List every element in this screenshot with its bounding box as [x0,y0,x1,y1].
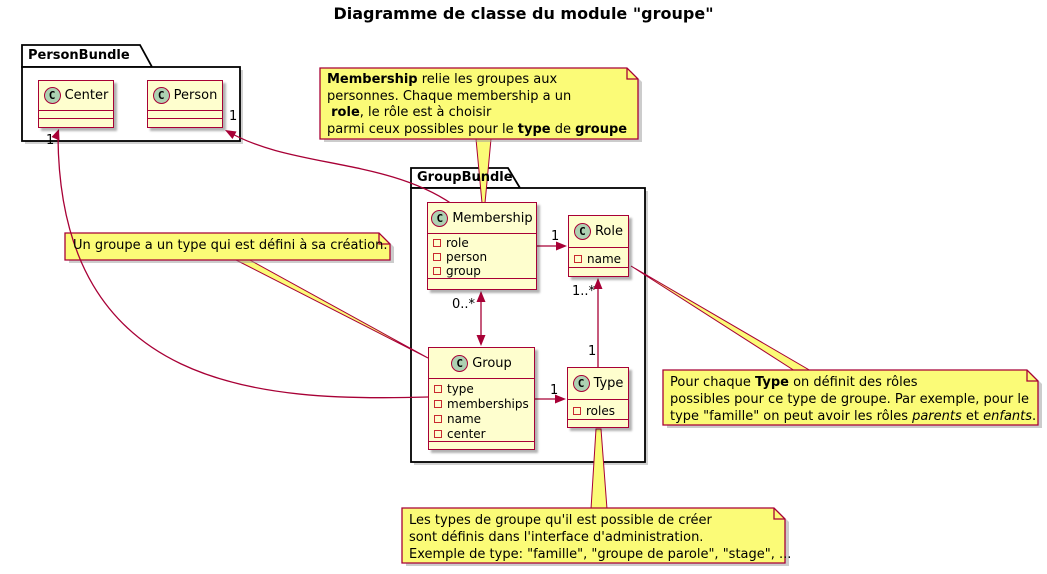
attribute-label: name [447,411,482,426]
attribute-label: center [447,426,486,441]
field-icon [434,385,442,393]
class-attribute [429,411,534,426]
attributes-compartment [39,110,113,118]
note-text-segment: de [550,121,576,137]
note-bold-text: Membership [327,72,418,87]
class-role [568,215,629,277]
class-attribute [429,381,534,396]
class-stereotype-icon: C [44,87,61,104]
field-icon [433,267,441,275]
attribute-label: roles [586,403,615,418]
note-text-segment: sont définis dans l'interface d'administration. [409,530,704,545]
class-header [568,368,628,399]
note-text-segment: Pour chaque [670,375,756,390]
attributes-compartment [568,399,628,419]
class-header [39,81,113,110]
attributes-compartment [428,233,536,278]
note-text-segment: personnes. Chaque membership a un [327,88,572,104]
field-icon [434,415,442,423]
note-text-segment: . [1032,409,1037,424]
multiplicity-center-end: 1 [46,133,55,148]
association-group-center [58,137,428,398]
methods-compartment [148,118,222,127]
note-italic-text: parents [912,409,962,424]
field-icon [433,253,441,261]
class-name: Role [594,224,623,239]
class-type [567,367,629,428]
multiplicity-person-end: 1 [229,109,238,124]
multiplicity-membership-role: 1 [551,229,560,244]
attribute-label: memberships [447,396,529,411]
class-name: Membership [452,210,533,226]
methods-compartment [429,441,534,449]
note-text-segment: parmi ceux possibles pour le [327,121,518,137]
methods-compartment [568,419,628,427]
note-text-segment: Exemple de type: "famille", "groupe de parole", "stage", ... [409,547,792,562]
multiplicity-membership-group: 0..* [452,297,476,312]
diagram-title: Diagramme de classe du module "groupe" [333,4,714,23]
attribute-label: type [447,381,474,396]
attribute-label: name [587,251,622,266]
note-admin-text [409,512,791,563]
note-bold-text: groupe [575,121,628,137]
field-icon [434,400,442,408]
class-stereotype-icon: C [574,223,591,240]
note-italic-text: enfants [983,409,1033,424]
note-bold-text: Type [755,375,789,390]
note-pointer-group [234,259,428,358]
class-name: Type [593,376,624,391]
class-attribute [429,426,534,441]
class-stereotype-icon: C [431,210,448,227]
class-stereotype-icon: C [451,355,468,372]
field-icon [433,239,441,247]
class-header [429,348,534,378]
attribute-label: group [446,264,481,278]
class-membership [427,202,537,290]
note-text-segment: type "famille" on peut avoir les rôles [670,409,913,424]
note-type-text [670,374,1036,425]
class-center [38,80,114,128]
note-text-segment: relie les groupes aux [417,72,558,87]
field-icon [574,255,582,263]
class-attribute [428,236,536,250]
note-text-segment: on définit des rôles [788,375,918,390]
class-attribute [569,250,628,267]
note-bold-text: role [331,105,360,120]
class-attribute [429,396,534,411]
attributes-compartment [148,110,222,118]
multiplicity-role-end: 1..* [572,284,596,299]
class-header [148,81,222,110]
class-person [147,80,223,128]
class-stereotype-icon: C [573,375,590,392]
methods-compartment [428,278,536,289]
attribute-label: role [446,236,469,250]
class-stereotype-icon: C [153,87,170,104]
package-label-person-bundle: PersonBundle [28,48,130,63]
note-text-segment: , le rôle est à choisir [359,105,492,120]
class-header [569,216,628,247]
note-text-segment: et [961,409,984,424]
class-name: Center [64,88,109,103]
attributes-compartment [569,247,628,267]
note-pointer-role [631,266,811,371]
attribute-label: person [446,250,488,264]
package-label-group-bundle: GroupBundle [417,170,513,185]
note-text-segment: possibles pour ce type de groupe. Par exemple, pour le [670,392,1029,407]
class-attribute [428,264,536,278]
class-attribute [568,402,628,419]
methods-compartment [569,267,628,276]
class-name: Person [173,88,218,103]
field-icon [573,407,581,415]
class-name: Group [472,355,512,371]
note-membership-text [327,72,627,138]
note-text-segment: Les types de groupe qu'il est possible de créer [409,513,712,528]
note-bold-text: type [517,121,551,137]
class-header [428,203,536,233]
multiplicity-type-role: 1 [588,344,597,359]
class-attribute [428,250,536,264]
note-group-text: Un groupe a un type qui est défini à sa création. [73,238,388,253]
attributes-compartment [429,378,534,441]
multiplicity-group-type: 1 [550,383,559,398]
field-icon [434,430,442,438]
methods-compartment [39,118,113,127]
class-group [428,347,535,450]
